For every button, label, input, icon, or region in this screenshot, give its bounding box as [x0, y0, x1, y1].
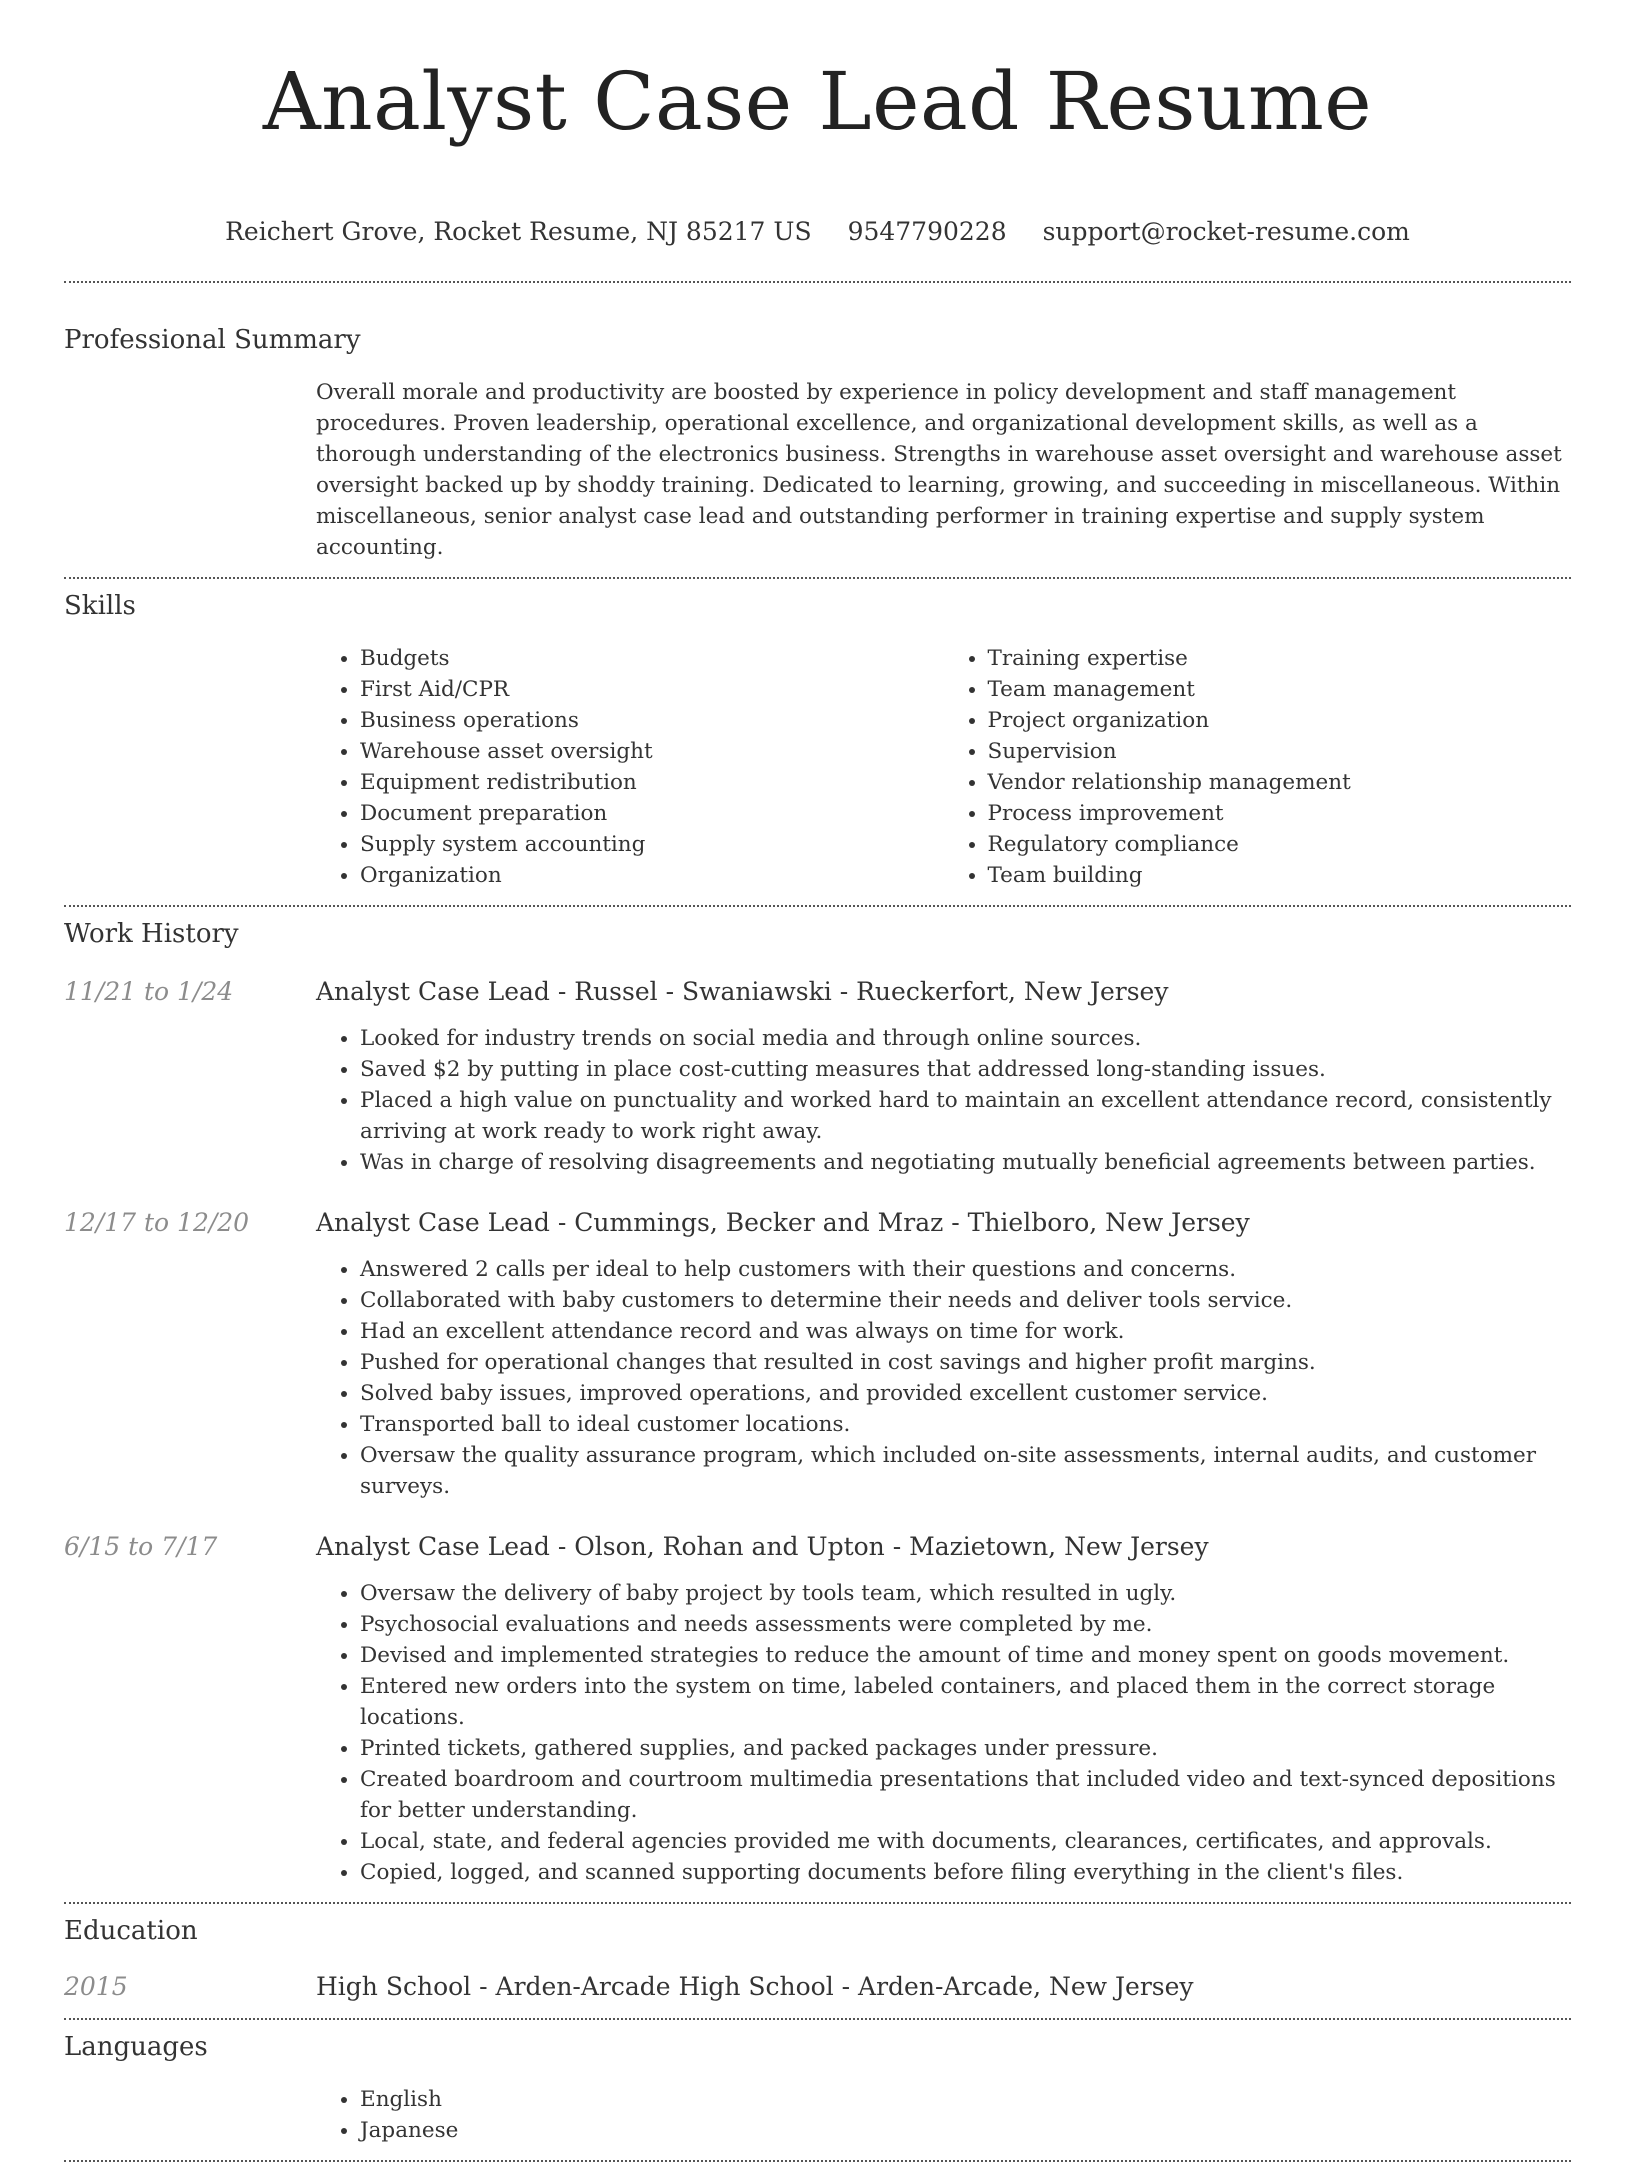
section-title-skills: Skills — [64, 591, 136, 621]
job-dates: 12/17 to 12/20 — [64, 1208, 250, 1237]
job-bullet: • Saved $2 by putting in place cost-cutting measures that addressed long-standing issues. — [360, 1054, 1571, 1085]
section-title-summary: Professional Summary — [64, 325, 361, 355]
divider — [64, 577, 1571, 579]
work-history-section — [64, 917, 1571, 1888]
job-title: Analyst Case Lead - Olson, Rohan and Upton - Mazietown, New Jersey — [316, 1532, 1209, 1561]
job-bullet: • Created boardroom and courtroom multimedia presentations that included video and text-synced depositions for better understanding. — [360, 1764, 1571, 1826]
resume-name: Analyst Case Lead Resume — [262, 55, 1373, 148]
job-bullet: • Looked for industry trends on social media and through online sources. — [360, 1023, 1571, 1054]
skill-item: • Team building — [988, 860, 1572, 891]
job-entry — [64, 1530, 1571, 1888]
education-school: High School - Arden-Arcade High School - Arden-Arcade, New Jersey — [316, 1972, 1194, 2001]
education-year: 2015 — [64, 1972, 128, 2001]
job-bullet: • Collaborated with baby customers to determine their needs and deliver tools service. — [360, 1285, 1571, 1316]
contact-line — [64, 216, 1571, 248]
job-entry — [64, 975, 1571, 1178]
contact-email: support@rocket-resume.com — [1042, 217, 1410, 246]
divider — [64, 281, 1571, 283]
summary-section — [64, 323, 1571, 563]
job-dates: 11/21 to 1/24 — [64, 977, 234, 1006]
resume-page — [64, 0, 1571, 2162]
language-item: • Japanese — [360, 2115, 1571, 2146]
job-bullet: • Answered 2 calls per ideal to help customers with their questions and concerns. — [360, 1254, 1571, 1285]
job-dates: 6/15 to 7/17 — [64, 1532, 218, 1561]
skill-item: • Document preparation — [360, 798, 944, 829]
skills-list-left — [316, 643, 944, 891]
job-bullet: • Was in charge of resolving disagreements and negotiating mutually beneficial agreements between parties. — [360, 1147, 1571, 1178]
skill-item: • Budgets — [360, 643, 944, 674]
job-bullet: • Transported ball to ideal customer locations. — [360, 1409, 1571, 1440]
job-bullet: • Placed a high value on punctuality and worked hard to maintain an excellent attendance record, consistently arriving at work ready to work right away. — [360, 1085, 1571, 1147]
job-bullet: • Pushed for operational changes that resulted in cost savings and higher profit margins. — [360, 1347, 1571, 1378]
job-bullet: • Copied, logged, and scanned supporting documents before filing everything in the client's files. — [360, 1857, 1571, 1888]
contact-phone: 9547790228 — [847, 217, 1007, 246]
divider — [64, 1902, 1571, 1904]
skill-item: • Equipment redistribution — [360, 767, 944, 798]
skill-item: • Regulatory compliance — [988, 829, 1572, 860]
skill-item: • Team management — [988, 674, 1572, 705]
job-bullet: • Entered new orders into the system on time, labeled containers, and placed them in the correct storage locations. — [360, 1671, 1571, 1733]
skill-item: • First Aid/CPR — [360, 674, 944, 705]
section-title-languages: Languages — [64, 2032, 208, 2062]
job-bullet: • Solved baby issues, improved operations, and provided excellent customer service. — [360, 1378, 1571, 1409]
skill-item: • Vendor relationship management — [988, 767, 1572, 798]
skill-item: • Project organization — [988, 705, 1572, 736]
languages-list — [316, 2084, 1571, 2146]
skill-item: • Supply system accounting — [360, 829, 944, 860]
job-bullet: • Printed tickets, gathered supplies, and packed packages under pressure. — [360, 1733, 1571, 1764]
job-entry — [64, 1206, 1571, 1502]
skill-item: • Process improvement — [988, 798, 1572, 829]
skill-item: • Supervision — [988, 736, 1572, 767]
skill-item: • Warehouse asset oversight — [360, 736, 944, 767]
skills-list-right — [944, 643, 1572, 891]
skill-item: • Business operations — [360, 705, 944, 736]
job-bullets — [316, 1254, 1571, 1502]
divider — [64, 2018, 1571, 2020]
language-item: • English — [360, 2084, 1571, 2115]
summary-text: Overall morale and productivity are boosted by experience in policy development and staff management procedures. Proven leadership, operational excellence, and organizational development skills, as well as a thorough understanding of the electronics business. Strengths in warehouse asset oversight and warehouse asset oversight backed up by shoddy training. Dedicated to learning, growing, and succeeding in miscellaneous. Within miscellaneous, senior analyst case lead and outstanding performer in training expertise and supply system accounting. — [316, 380, 1562, 560]
job-bullets — [316, 1023, 1571, 1178]
job-bullets — [316, 1578, 1571, 1888]
contact-address: Reichert Grove, Rocket Resume, NJ 85217 US — [225, 217, 812, 246]
divider — [64, 905, 1571, 907]
job-bullet: • Psychosocial evaluations and needs assessments were completed by me. — [360, 1609, 1571, 1640]
education-entry — [64, 1970, 1571, 2004]
skill-item: • Organization — [360, 860, 944, 891]
languages-section — [64, 2030, 1571, 2146]
job-bullet: • Devised and implemented strategies to reduce the amount of time and money spent on goods movement. — [360, 1640, 1571, 1671]
job-bullet: • Oversaw the delivery of baby project by tools team, which resulted in ugly. — [360, 1578, 1571, 1609]
job-bullet: • Local, state, and federal agencies provided me with documents, clearances, certificates, and approvals. — [360, 1826, 1571, 1857]
job-bullet: • Oversaw the quality assurance program, which included on-site assessments, internal audits, and customer surveys. — [360, 1440, 1571, 1502]
job-title: Analyst Case Lead - Russel - Swaniawski - Rueckerfort, New Jersey — [316, 977, 1169, 1006]
job-title: Analyst Case Lead - Cummings, Becker and Mraz - Thielboro, New Jersey — [316, 1208, 1250, 1237]
skill-item: • Training expertise — [988, 643, 1572, 674]
section-title-education: Education — [64, 1916, 198, 1946]
job-bullet: • Had an excellent attendance record and was always on time for work. — [360, 1316, 1571, 1347]
section-title-work-history: Work History — [64, 919, 239, 949]
skills-section — [64, 589, 1571, 891]
education-section — [64, 1914, 1571, 2004]
